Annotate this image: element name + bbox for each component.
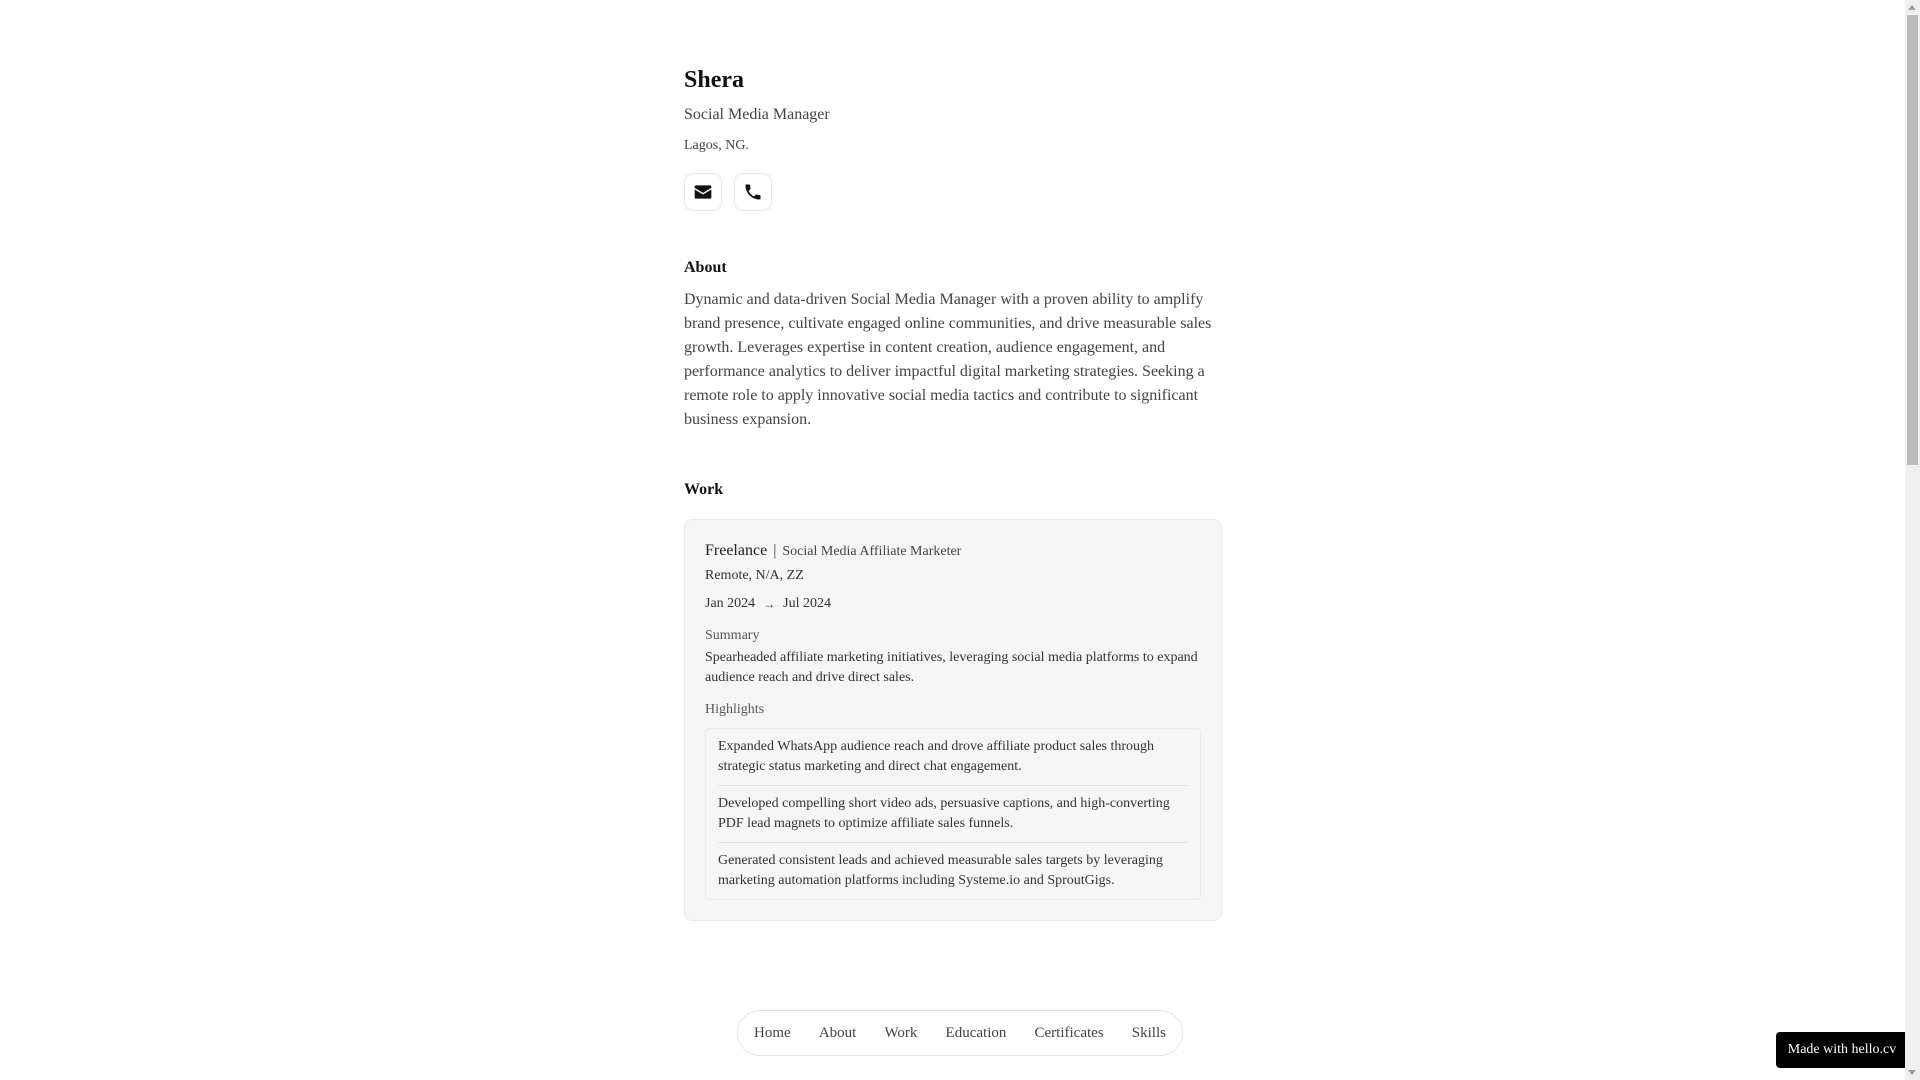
highlight-item: Developed compelling short video ads, persuasive captions, and high-converting PDF lead magnets to optimize affiliate sales funnels. xyxy=(718,786,1188,843)
envelope-icon xyxy=(693,182,713,202)
job-separator: | xyxy=(773,542,777,559)
summary-label: Summary xyxy=(705,628,760,643)
profile-header xyxy=(684,62,1222,211)
about-heading: About xyxy=(684,259,727,276)
resume-content xyxy=(684,62,1222,921)
profile-location: Lagos, NG. xyxy=(684,138,749,153)
job-position: Social Media Affiliate Marketer xyxy=(782,544,962,559)
profile-title: Social Media Manager xyxy=(684,106,830,123)
contact-buttons xyxy=(684,173,1222,211)
made-with-badge[interactable]: Made with hello.cv xyxy=(1776,1032,1908,1068)
phone-button[interactable] xyxy=(734,173,772,211)
nav-home[interactable]: Home xyxy=(754,1024,791,1041)
job-header xyxy=(705,540,1201,562)
email-button[interactable] xyxy=(684,173,722,211)
work-card xyxy=(684,519,1222,921)
job-dates xyxy=(705,594,1201,614)
arrow-right-icon: → xyxy=(763,597,776,611)
nav-work[interactable]: Work xyxy=(884,1024,918,1041)
job-location: Remote, N/A, ZZ xyxy=(705,568,804,583)
section-nav xyxy=(737,1010,1183,1056)
nav-certificates[interactable]: Certificates xyxy=(1034,1024,1104,1041)
highlights-list xyxy=(705,728,1201,900)
job-company: Freelance xyxy=(705,542,768,559)
profile-name: Shera xyxy=(684,67,744,93)
scroll-up-arrow-icon[interactable] xyxy=(1908,5,1916,10)
about-section xyxy=(684,257,1222,432)
highlight-item: Generated consistent leads and achieved measurable sales targets by leveraging marketing automation platforms including Systeme.io and SproutGigs. xyxy=(718,853,1163,888)
job-end-date: Jul 2024 xyxy=(783,596,832,611)
nav-about[interactable]: About xyxy=(818,1024,857,1041)
highlights-label: Highlights xyxy=(705,702,765,717)
nav-education[interactable]: Education xyxy=(945,1024,1007,1041)
phone-icon xyxy=(743,182,763,202)
work-heading: Work xyxy=(684,481,724,498)
vertical-scrollbar[interactable] xyxy=(1905,0,1920,1080)
scroll-down-arrow-icon[interactable] xyxy=(1908,1070,1916,1075)
nav-skills[interactable]: Skills xyxy=(1131,1024,1166,1041)
about-text: Dynamic and data-driven Social Media Manager with a proven ability to amplify brand presence, cultivate engaged online communities, and drive measurable sales growth. Leverages expertise in content creation, audience engagement, and performance analytics to deliver impactful digital marketing strategies. Seeking a remote role to apply innovative social media tactics and contribute to significant business expansion. xyxy=(684,291,1212,428)
job-start-date: Jan 2024 xyxy=(705,596,756,611)
scrollbar-thumb[interactable] xyxy=(1907,15,1918,465)
job-summary: Spearheaded affiliate marketing initiatives, leveraging social media platforms to expand audience reach and drive direct sales. xyxy=(705,650,1198,685)
highlight-item: Expanded WhatsApp audience reach and drove affiliate product sales through strategic status marketing and direct chat engagement. xyxy=(718,729,1188,786)
work-section xyxy=(684,479,1222,921)
